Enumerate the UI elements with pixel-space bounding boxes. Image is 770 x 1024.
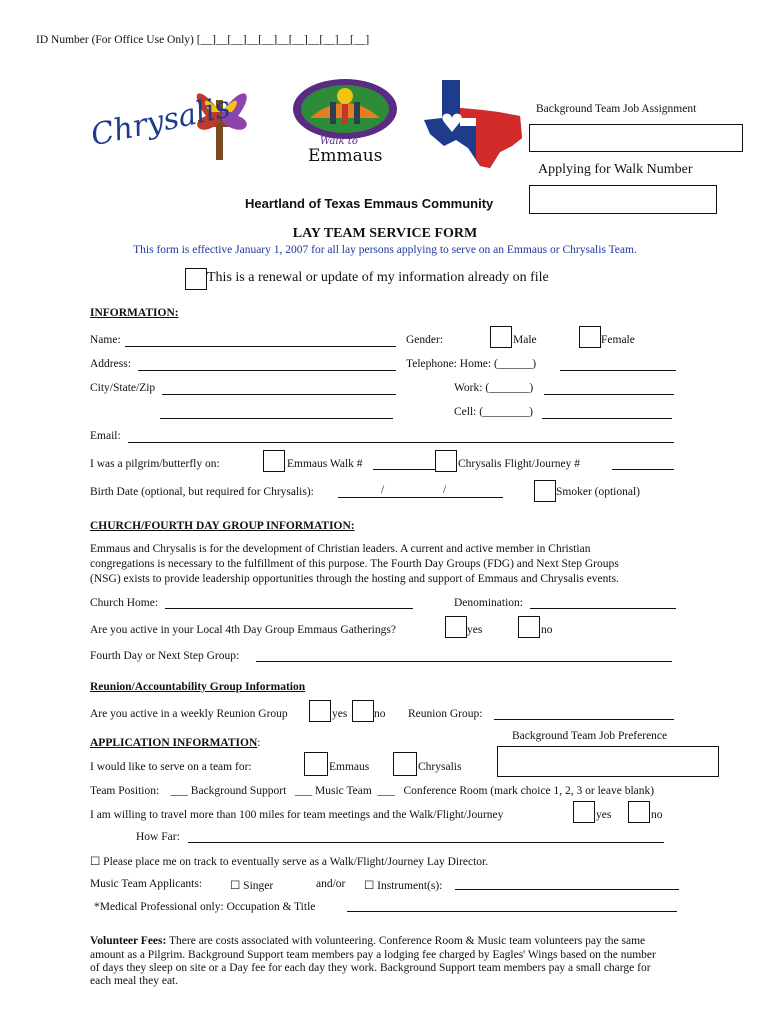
chrysalis-flight-label: Chrysalis Flight/Journey # [458,458,581,470]
name-label: Name: [90,334,121,346]
serve-label: I would like to serve on a team for: [90,761,252,773]
fees-line-2: amount as a Pilgrim. Background Support team members pay a lodging fee charged by Eagles' Wings based on the number [90,949,656,961]
walk-to-text: Walk to [320,136,358,147]
medical-label-wrap [94,901,315,913]
reunion-active-label: Are you active in a weekly Reunion Group [90,708,288,720]
city-state-zip-line2[interactable] [160,418,393,419]
application-heading-wrap [90,737,261,749]
travel-yes-label: yes [596,809,612,821]
instrument-field[interactable] [455,889,679,890]
fees-line-4: each meal they eat. [90,975,179,987]
community-name: Heartland of Texas Emmaus Community [245,196,494,211]
fdg-active-yes-checkbox[interactable] [445,616,467,638]
cell-phone-field[interactable] [542,418,672,419]
and-or-text: and/or [316,878,346,890]
travel-no-label: no [651,809,663,821]
denomination-label: Denomination: [454,597,523,609]
reunion-no-checkbox[interactable] [352,700,374,722]
chrysalis-flight-checkbox[interactable] [435,450,457,472]
city-state-zip-label: City/State/Zip [90,382,156,394]
email-label: Email: [90,430,121,442]
birth-date-slash-1: / [381,484,385,496]
chrysalis-wordmark: Chrysalis [87,89,234,154]
serve-emmaus-label: Emmaus [329,761,370,773]
application-heading-colon: : [257,737,261,749]
birth-date-field[interactable] [338,497,503,498]
instrument-option[interactable]: ☐ Instrument(s): [364,880,443,892]
church-home-label: Church Home: [90,597,159,609]
emmaus-walk-label: Emmaus Walk # [287,458,363,470]
occupation-label: Occupation & Title [223,901,316,913]
church-para-2: congregations is necessary to the fulfillment of this purpose. The Fourth Day Groups (FDG) and Next Step Groups [90,558,619,570]
telephone-home-label: Telephone: Home: (______) [406,358,537,370]
emmaus-walk-checkbox[interactable] [263,450,285,472]
travel-yes-checkbox[interactable] [573,801,595,823]
smoker-label: Smoker (optional) [556,486,640,498]
male-checkbox[interactable] [490,326,512,348]
fdg-active-label: Are you active in your Local 4th Day Group Emmaus Gatherings? [90,624,396,636]
travel-no-checkbox[interactable] [628,801,650,823]
information-heading: INFORMATION: [90,307,179,319]
bg-job-preference-field[interactable] [497,746,719,777]
reunion-yes-label: yes [332,708,348,720]
female-checkbox[interactable] [579,326,601,348]
fees-line-1-text: There are costs associated with volunteering. Conference Room & Music team volunteers pay the same [166,935,646,947]
church-heading: CHURCH/FOURTH DAY GROUP INFORMATION: [90,520,355,532]
serve-emmaus-checkbox[interactable] [304,752,328,776]
gender-label: Gender: [406,334,444,346]
bg-job-preference-label: Background Team Job Preference [512,730,668,742]
music-applicants-label: Music Team Applicants: [90,878,203,890]
city-state-zip-field[interactable] [162,394,396,395]
fdg-active-no-checkbox[interactable] [518,616,540,638]
singer-option[interactable]: ☐ Singer [230,880,274,892]
fdg-label: Fourth Day or Next Step Group: [90,650,240,662]
serve-chrysalis-checkbox[interactable] [393,752,417,776]
telephone-home-field[interactable] [560,370,676,371]
male-label: Male [513,334,537,346]
fdg-active-no-label: no [541,624,553,636]
how-far-label: How Far: [136,831,180,843]
reunion-heading: Reunion/Accountability Group Information [90,681,306,693]
reunion-yes-checkbox[interactable] [309,700,331,722]
female-label: Female [601,334,635,346]
texas-heart-icon [420,78,525,170]
address-label: Address: [90,358,131,370]
team-position-label: Team Position: ___ Background Support ___ Music Team ___ Conference Room (mark choice 1, 2, 3 or leave blank) [90,785,655,797]
walk-to-emmaus-logo [290,78,400,168]
fees-line-3: of days they sleep on site or a Day fee for each day they work. Background Support team members pay a small charge for [90,962,651,974]
emmaus-walk-number-field[interactable] [373,469,435,470]
reunion-group-label: Reunion Group: [408,708,483,720]
work-phone-label: Work: (_______) [454,382,534,394]
emmaus-wordmark: Emmaus [308,146,383,166]
walk-number-label: Applying for Walk Number [538,162,693,177]
church-home-field[interactable] [165,608,413,609]
reunion-group-field[interactable] [494,719,674,720]
how-far-field[interactable] [188,842,664,843]
reunion-no-label: no [374,708,386,720]
email-field[interactable] [128,442,674,443]
occupation-field[interactable] [347,911,677,912]
effective-note: This form is effective January 1, 2007 for all lay persons applying to serve on an Emmaus or Chrysalis Team. [133,244,637,256]
pilgrim-label: I was a pilgrim/butterfly on: [90,458,220,470]
medical-label: *Medical Professional only: [94,901,224,913]
walk-number-field[interactable] [529,185,717,214]
smoker-checkbox[interactable] [534,480,556,502]
renewal-checkbox[interactable] [185,268,207,290]
fees-line-1 [90,935,645,947]
church-para-1: Emmaus and Chrysalis is for the development of Christian leaders. A current and active member in Christian [90,543,591,555]
serve-chrysalis-label: Chrysalis [418,761,462,773]
bg-team-assignment-field[interactable] [529,124,743,152]
church-para-3: (NSG) exists to provide leadership opportunities through the hosting and support of Emmaus and Chrysalis events. [90,573,619,585]
chrysalis-flight-number-field[interactable] [612,469,674,470]
chrysalis-logo [88,82,278,162]
fdg-active-yes-label: yes [467,624,483,636]
work-phone-field[interactable] [544,394,674,395]
id-number-label: ID Number (For Office Use Only) [__]__[__]__[__]__[__]__[__]__[__] [36,34,370,46]
cell-phone-label: Cell: (________) [454,406,533,418]
birth-date-slash-2: / [443,484,447,496]
lay-director-option[interactable]: ☐ Please place me on track to eventually serve as a Walk/Flight/Journey Lay Director. [90,856,489,868]
birth-date-label: Birth Date (optional, but required for Chrysalis): [90,486,314,498]
fdg-field[interactable] [256,661,672,662]
name-field[interactable] [125,346,396,347]
travel-label: I am willing to travel more than 100 miles for team meetings and the Walk/Flight/Journey [90,809,504,821]
denomination-field[interactable] [530,608,676,609]
application-heading: APPLICATION INFORMATION [90,737,258,749]
address-field[interactable] [138,370,396,371]
bg-team-assignment-label: Background Team Job Assignment [536,103,697,115]
fees-label: Volunteer Fees: [90,935,167,947]
form-title: LAY TEAM SERVICE FORM [292,226,478,241]
renewal-label: This is a renewal or update of my information already on file [207,270,549,285]
